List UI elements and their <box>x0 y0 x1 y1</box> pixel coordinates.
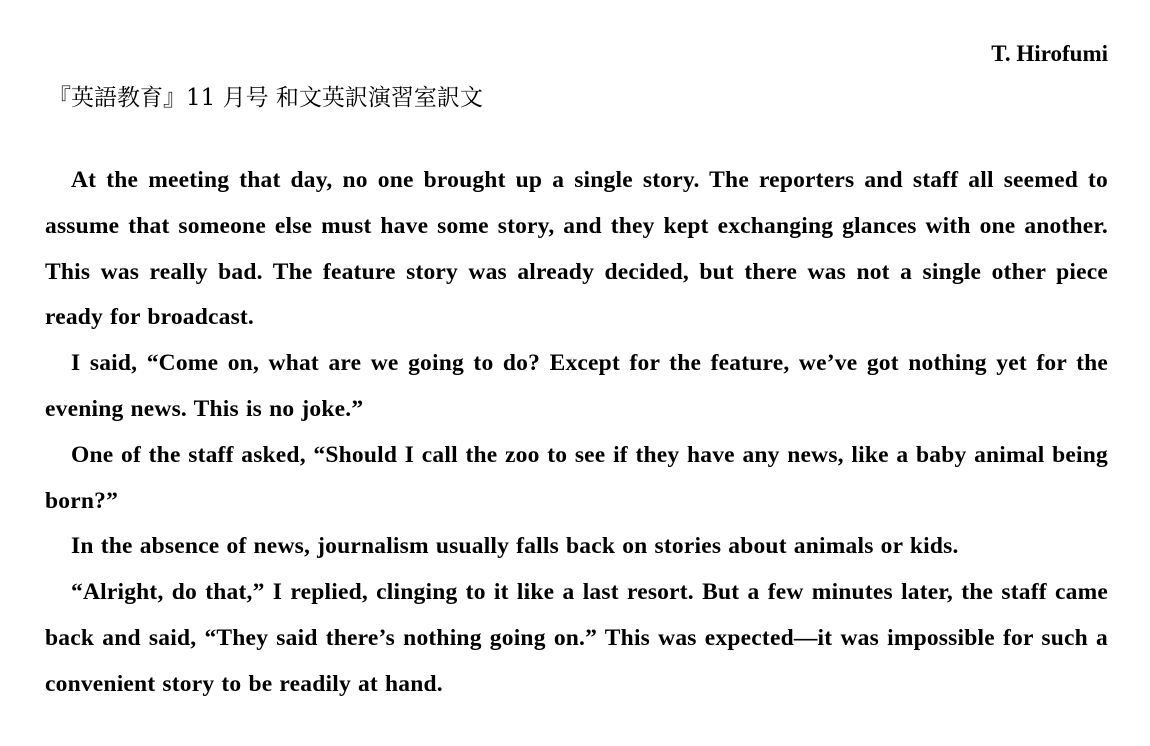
paragraph-3: One of the staff asked, “Should I call the zoo to see if they have any news, like a baby animal being born?” <box>45 441 1108 514</box>
paragraph-1: At the meeting that day, no one brought up a single story. The reporters and staff all seemed to assume that someone else must have some story, and they kept exchanging glances with one another. This was really bad. The feature story was already decided, but there was not a single other piece ready for broadcast. <box>45 167 1108 331</box>
document-page <box>45 38 1108 708</box>
paragraph-2: I said, “Come on, what are we going to do? Except for the feature, we’ve got nothing yet for the evening news. This is no joke.” <box>45 350 1108 422</box>
paragraph-4: In the absence of news, journalism usually falls back on stories about animals or kids. <box>71 533 959 560</box>
document-title: 『英語教育』11 月号 和文英訳演習室訳文 <box>48 85 483 111</box>
paragraph-5: “Alright, do that,” I replied, clinging to it like a last resort. But a few minutes later, the staff came back and said, “They said there’s nothing going on.” This was expected—it was impossible for such a convenient story to be readily at hand. <box>45 579 1108 697</box>
translation-body <box>45 158 1108 708</box>
author-name: T. Hirofumi <box>991 41 1108 66</box>
